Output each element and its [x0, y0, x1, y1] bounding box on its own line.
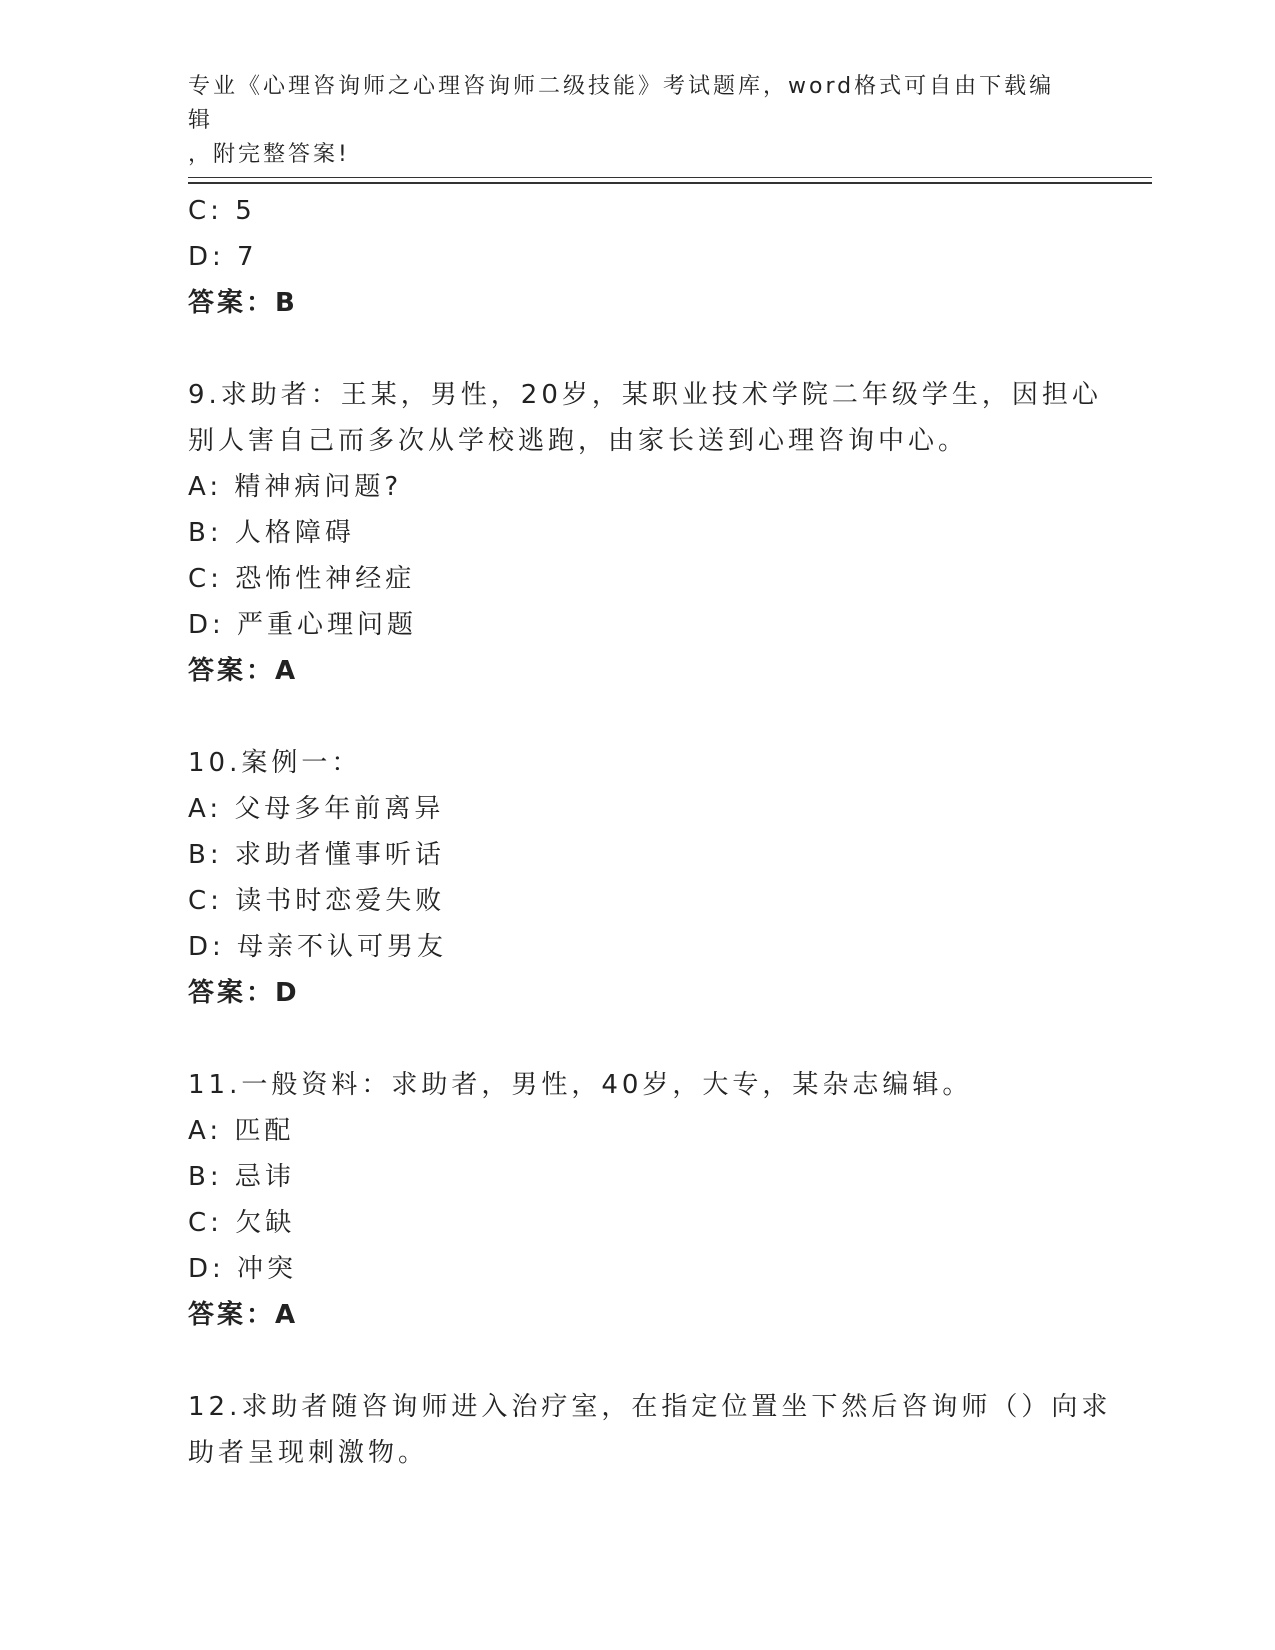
- option-a: A: 匹配: [188, 1116, 295, 1146]
- option-c: C: 5: [188, 196, 256, 226]
- answer: 答案：B: [188, 288, 298, 318]
- header-divider-thin: [188, 177, 1152, 178]
- option-b: B: 忌讳: [188, 1162, 295, 1192]
- question-text-line-2: 别人害自己而多次从学校逃跑，由家长送到心理咨询中心。: [188, 426, 969, 456]
- question-11: [188, 1062, 1088, 1338]
- question-text-line-1: 11.一般资料：求助者，男性，40岁，大专，某杂志编辑。: [188, 1070, 973, 1100]
- option-d: D: 冲突: [188, 1254, 298, 1284]
- question-text-line-1: 12.求助者随咨询师进入治疗室，在指定位置坐下然后咨询师（）向求: [188, 1392, 1112, 1422]
- document-header: [188, 70, 1068, 172]
- option-c: C: 欠缺: [188, 1208, 296, 1238]
- header-divider-thick: [188, 182, 1152, 184]
- question-text-line-2: 助者呈现刺激物。: [188, 1438, 429, 1468]
- answer: 答案：A: [188, 1300, 299, 1330]
- question-text-line-1: 10.案例一：: [188, 748, 362, 778]
- spacer: [188, 326, 1088, 372]
- question-10: [188, 740, 1088, 1016]
- answer: 答案：A: [188, 656, 299, 686]
- option-d: D: 母亲不认可男友: [188, 932, 448, 962]
- option-a: A: 父母多年前离异: [188, 794, 445, 824]
- option-c: C: 恐怖性神经症: [188, 564, 416, 594]
- spacer: [188, 1016, 1088, 1062]
- question-text-line-1: 9.求助者：王某，男性，20岁，某职业技术学院二年级学生，因担心: [188, 380, 1102, 410]
- question-12: [188, 1384, 1112, 1476]
- option-c: C: 读书时恋爱失败: [188, 886, 446, 916]
- spacer: [188, 694, 1088, 740]
- answer: 答案：D: [188, 978, 300, 1008]
- option-d: D: 7: [188, 242, 258, 272]
- spacer: [188, 1338, 1088, 1384]
- option-b: B: 求助者懂事听话: [188, 840, 445, 870]
- option-a: A: 精神病问题?: [188, 472, 403, 502]
- option-d: D: 严重心理问题: [188, 610, 418, 640]
- question-9: [188, 372, 1102, 694]
- question-content: [188, 188, 1112, 1476]
- option-b: B: 人格障碍: [188, 518, 355, 548]
- header-line-1: 专业《心理咨询师之心理咨询师二级技能》考试题库，word格式可自由下载编辑: [188, 74, 1055, 133]
- header-line-2: ，附完整答案!: [188, 142, 350, 167]
- partial-question: [188, 188, 1088, 326]
